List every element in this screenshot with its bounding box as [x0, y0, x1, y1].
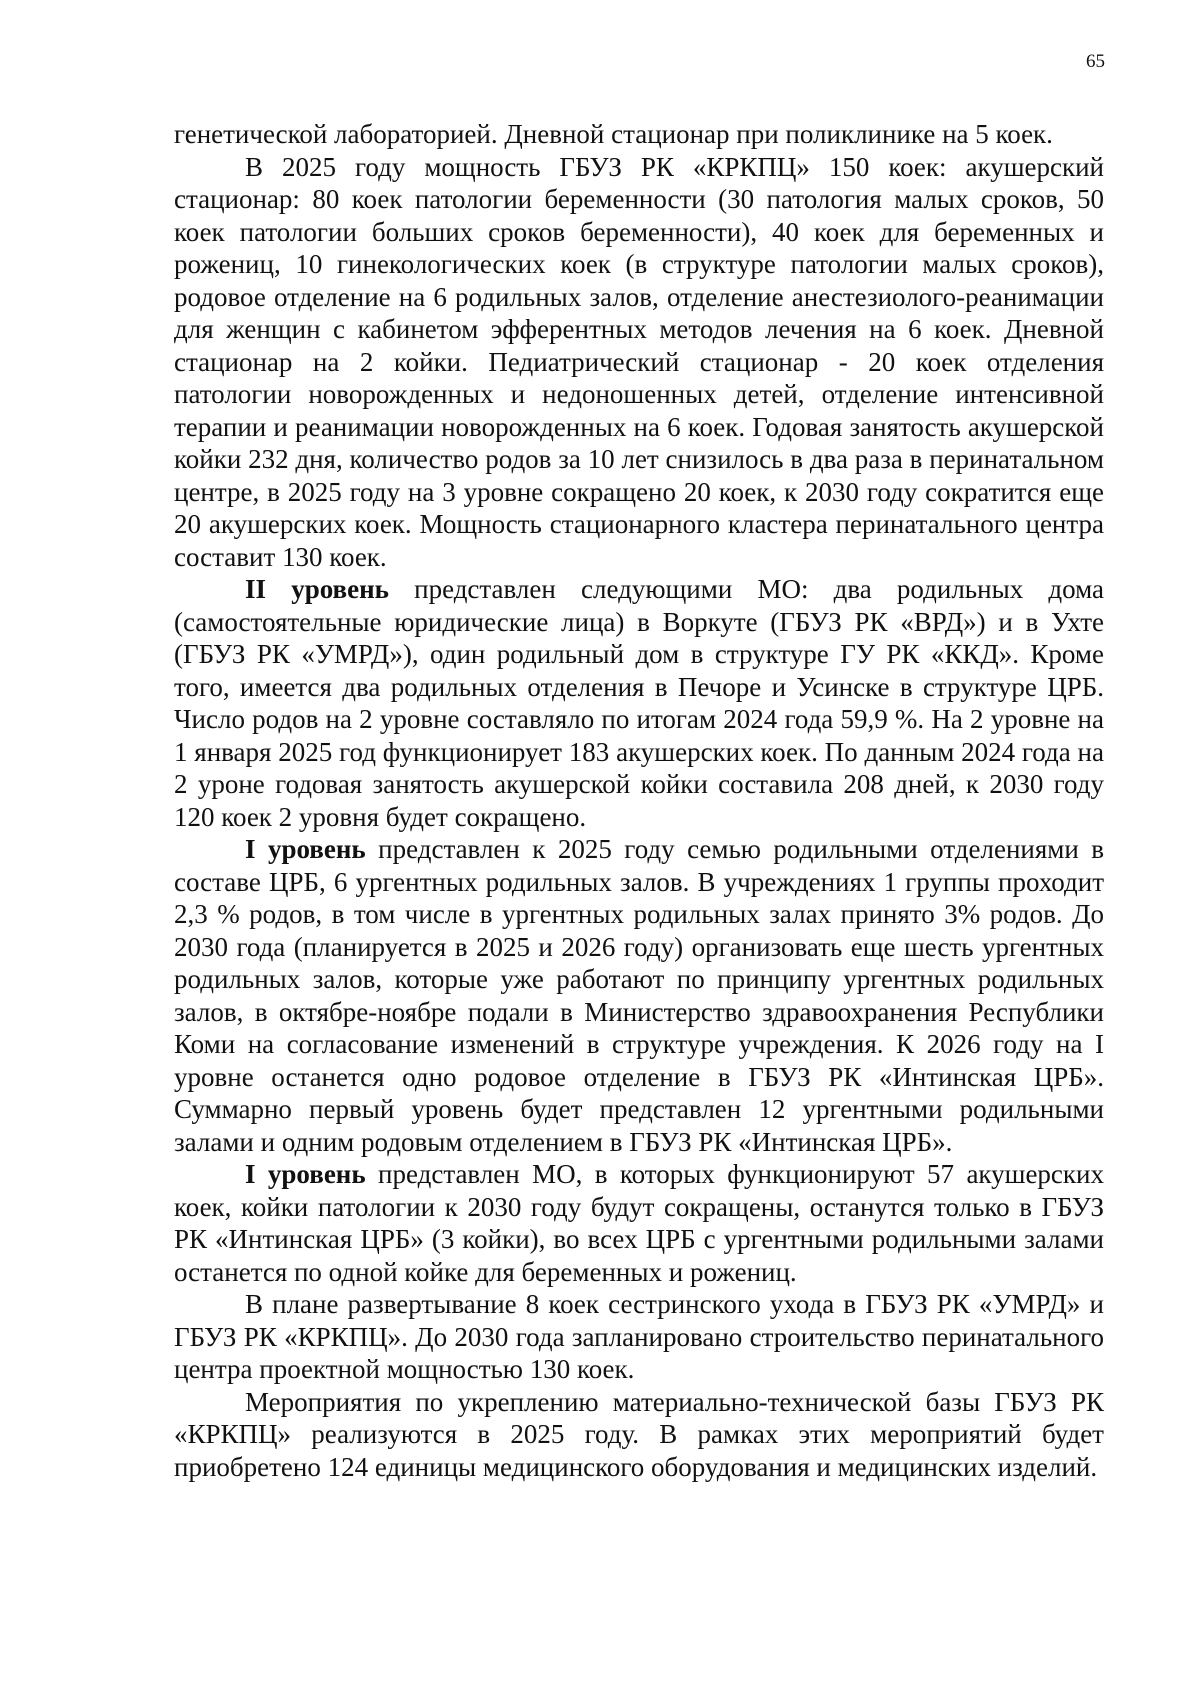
- paragraph-level-1-beds: [174, 1158, 1104, 1288]
- paragraph-text: представлен следующими МО: два родильных дома (самостоятельные юридические лица) в Воркуте (ГБУЗ РК «ВРД») и в Ухте (ГБУЗ РК «УМРД»), один родильный дом в структуре ГУ РК «ККД». Кроме того, имеется два родильных отделения в Печоре и Усинске в структуре ЦРБ. Число родов на 2 уровне составляло по итогам 2024 года 59,9 %. На 2 уровне на 1 января 2025 год функционирует 183 акушерских коек. По данным 2024 года на 2 уроне годовая занятость акушерской койки составила 208 дней, к 2030 году 120 коек 2 уровня будет сокращено.: [174, 574, 1104, 832]
- document-body: [174, 118, 1104, 1483]
- paragraph-text: представлен к 2025 году семью родильными отделениями в составе ЦРБ, 6 ургентных родильных залов. В учреждениях 1 группы проходит 2,3 % родов, в том числе в ургентных родильных залах принято 3% родов. До 2030 года (планируется в 2025 и 2026 году) организовать еще шесть ургентных родильных залов, которые уже работают по принципу ургентных родильных залов, в октябре-ноябре подали в Министерство здравоохранения Республики Коми на согласование изменений в структуре учреждения. К 2026 году на I уровне останется одно родовое отделение в ГБУЗ РК «Интинская ЦРБ». Суммарно первый уровень будет представлен 12 ургентными родильными залами и одним родовым отделением в ГБУЗ РК «Интинская ЦРБ».: [174, 834, 1104, 1157]
- paragraph-continuation: [174, 118, 1104, 151]
- paragraph-text: В плане развертывание 8 коек сестринского ухода в ГБУЗ РК «УМРД» и ГБУЗ РК «КРКПЦ». До 2030 года запланировано строительство перинатального центра проектной мощностью 130 коек.: [174, 1289, 1104, 1384]
- paragraph-text: представлен МО, в которых функционируют 57 акушерских коек, койки патологии к 2030 году будут сокращены, останутся только в ГБУЗ РК «Интинская ЦРБ» (3 койки), во всех ЦРБ с ургентными родильными залами останется по одной койке для беременных и рожениц.: [174, 1159, 1104, 1287]
- paragraph-equipment: [174, 1386, 1104, 1484]
- paragraph-text: генетической лабораторией. Дневной стационар при поликлинике на 5 коек.: [174, 119, 1053, 149]
- paragraph-text: В 2025 году мощность ГБУЗ РК «КРКПЦ» 150 коек: акушерский стационар: 80 коек патологии беременности (30 патология малых сроков, 50 коек патологии больших сроков беременности), 40 коек для беременных и рожениц, 10 гинекологических коек (в структуре патологии малых сроков), родовое отделение на 6 родильных залов, отделение анестезиолого-реанимации для женщин с кабинетом эфферентных методов лечения на 6 коек. Дневной стационар на 2 койки. Педиатрический стационар - 20 коек отделения патологии новорожденных и недоношенных детей, отделение интенсивной терапии и реанимации новорожденных на 6 коек. Годовая занятость акушерской койки 232 дня, количество родов за 10 лет снизилось в два раза в перинатальном центре, в 2025 году на 3 уровне сокращено 20 коек, к 2030 году сократится еще 20 акушерских коек. Мощность стационарного кластера перинатального центра составит 130 коек.: [174, 151, 1104, 572]
- paragraph-level-1-delivery: [174, 833, 1104, 1158]
- page-number: 65: [1086, 51, 1105, 72]
- level-heading: II уровень: [245, 574, 389, 604]
- level-heading: I уровень: [245, 1159, 366, 1189]
- paragraph-level-2: [174, 573, 1104, 833]
- paragraph-nursing-care-plan: [174, 1288, 1104, 1386]
- paragraph-krkpc-capacity: [174, 151, 1104, 574]
- paragraph-text: Мероприятия по укреплению материально-технической базы ГБУЗ РК «КРКПЦ» реализуются в 2025 году. В рамках этих мероприятий будет приобретено 124 единицы медицинского оборудования и медицинских изделий.: [174, 1386, 1104, 1482]
- level-heading: I уровень: [245, 834, 366, 864]
